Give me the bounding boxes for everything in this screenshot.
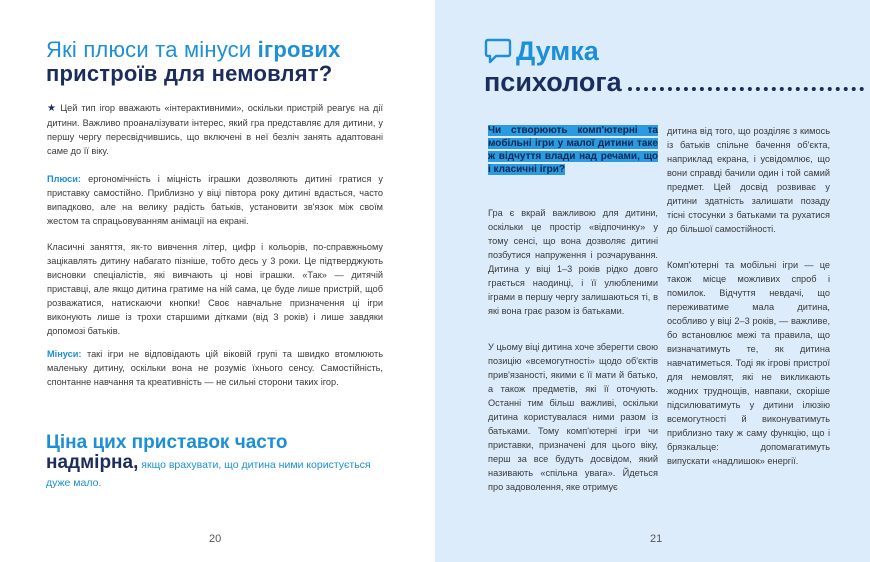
paragraph-cons	[47, 347, 383, 389]
heading-part3: пристроїв для немовлят?	[46, 61, 333, 86]
question-text: Чи створюють комп'ютерні та мобільні ігри у малої дитини таке ж відчуття влади над речами, що і класичні ігри?	[488, 125, 658, 175]
heading-part1: Які плюси та мінуси	[46, 37, 258, 62]
speech-bubble-icon	[484, 38, 512, 64]
paragraph-intro-text: Цей тип ігор вважають «інтерактивними», оскільки пристрій реагує на дії дитини. Важливо проаналізувати інтерес, який гра представляє для дитини, у першу чергу пересвідчившись, що включені в неї безліч занять адаптовані саме до її віку.	[47, 103, 384, 156]
question-highlight	[488, 124, 658, 176]
cons-label: Мінуси:	[47, 349, 82, 359]
heading-part2: ігрових	[257, 37, 341, 62]
pros-text: ергономічність і міцність іграшки дозволяють дитині гратися у приставку самостійно. Приблизно у віці півтора року дитині вдасться, часто випадково, але на велику радість батьків, установити зв'язок між своїм жестом та спрацьовуванням анімації на екрані.	[47, 174, 383, 226]
classic-text: Класичні заняття, як-то вивчення літер, цифр і кольорів, по-справжньому зацікавлять дитину набагато пізніше, тобто десь у 3 роки. Це підтверджують висновки спеціалістів, які вивчають ці нові іграшки. «Так» — дитячій приставці, але якщо дитина гратиме на ній сама, це буде лише пристрій, щоб розважатися, натискаючи кнопки! Своє навчальне призначення ці ігри виконують лише із трохи старшими дітками (від 3 років) і лише завдяки допомозі батьків.	[47, 242, 383, 336]
cons-text: такі ігри не відповідають цій віковій групі та швидко втомлюють маленьку дитину, оскільки вона не розуміє їхнього сенсу. Самостійність, спонтанне навчання та креативність — не сильні сторони таких ігор.	[47, 349, 383, 387]
heading-line1: Думка	[516, 36, 599, 66]
column2-paragraph1: дитина від того, що розділяє з кимось із батьків спільне бачення об'єкта, наприклад екрана, і усвідомлює, що вони справді бачили один і той самий предмет. Цей досвід розвиває у дитини здатність залишати позаду тісні стосунки з батьками та рухатися до більшої самостійності.	[667, 126, 830, 234]
column2-paragraph2: Комп'ютерні та мобільні ігри — це також місце можливих спроб і помилок. Відчуття невдачі, що переживатиме мала дитина, особливо у віці 2–3 років, — важливе, бо встановлює межі та правила, що визначатимуть те, як дитина навчатиметься. Тоді як ігрові пристрої для немовлят, які не викликають жодних труднощів, навпаки, скоріше підсилюватимуть у дитини ілюзію всемогутності й виконуватимуть приблизно таку ж саму функцію, що і брязкальце: допомагатимуть випускати «надлишок» енергії.	[667, 260, 830, 466]
page-number-right: 21	[650, 533, 663, 545]
price-line2: надмірна,	[46, 452, 139, 473]
heading-dots	[628, 86, 864, 91]
right-heading	[484, 36, 864, 98]
price-callout	[46, 433, 376, 491]
pros-label: Плюси:	[47, 174, 81, 184]
heading-line2: психолога	[484, 67, 622, 97]
star-icon: ★	[47, 103, 58, 114]
price-line1: Ціна цих приставок часто	[46, 432, 288, 453]
paragraph-classic	[47, 240, 383, 338]
column1-paragraph2: У цьому віці дитина хоче зберегти свою позицію «всемогутності» щодо об'єктів прив'язаності, якими є її мати й батько, а також предметів, які її оточують. Останні тим більш важливі, оскільки дитина користувалася ними разом із батьками. Тому комп'ютерні ігри чи приставки, призначені для цього віку, перш за все будуть досвідом, який називають «спільна увага». Йдеться про задоволення, яке отримує	[488, 342, 658, 492]
column1-paragraph1: Гра є вкрай важливою для дитини, оскільки це простір «відпочинку» у тому сенсі, що вона дозволяє дитині позбутися напруження і розчарування. Дитина у віці 1–3 років рідко довго грається наодинці, і її улюбленими іграми в першу чергу залишаються ті, в які вона грає разом із батьками.	[488, 208, 658, 316]
left-heading	[46, 38, 406, 86]
paragraph-pros	[47, 172, 383, 228]
price-small: якщо врахувати, що дитина ними користується дуже мало.	[46, 459, 371, 489]
page-number-left: 20	[209, 533, 222, 545]
paragraph-intro	[47, 101, 383, 158]
